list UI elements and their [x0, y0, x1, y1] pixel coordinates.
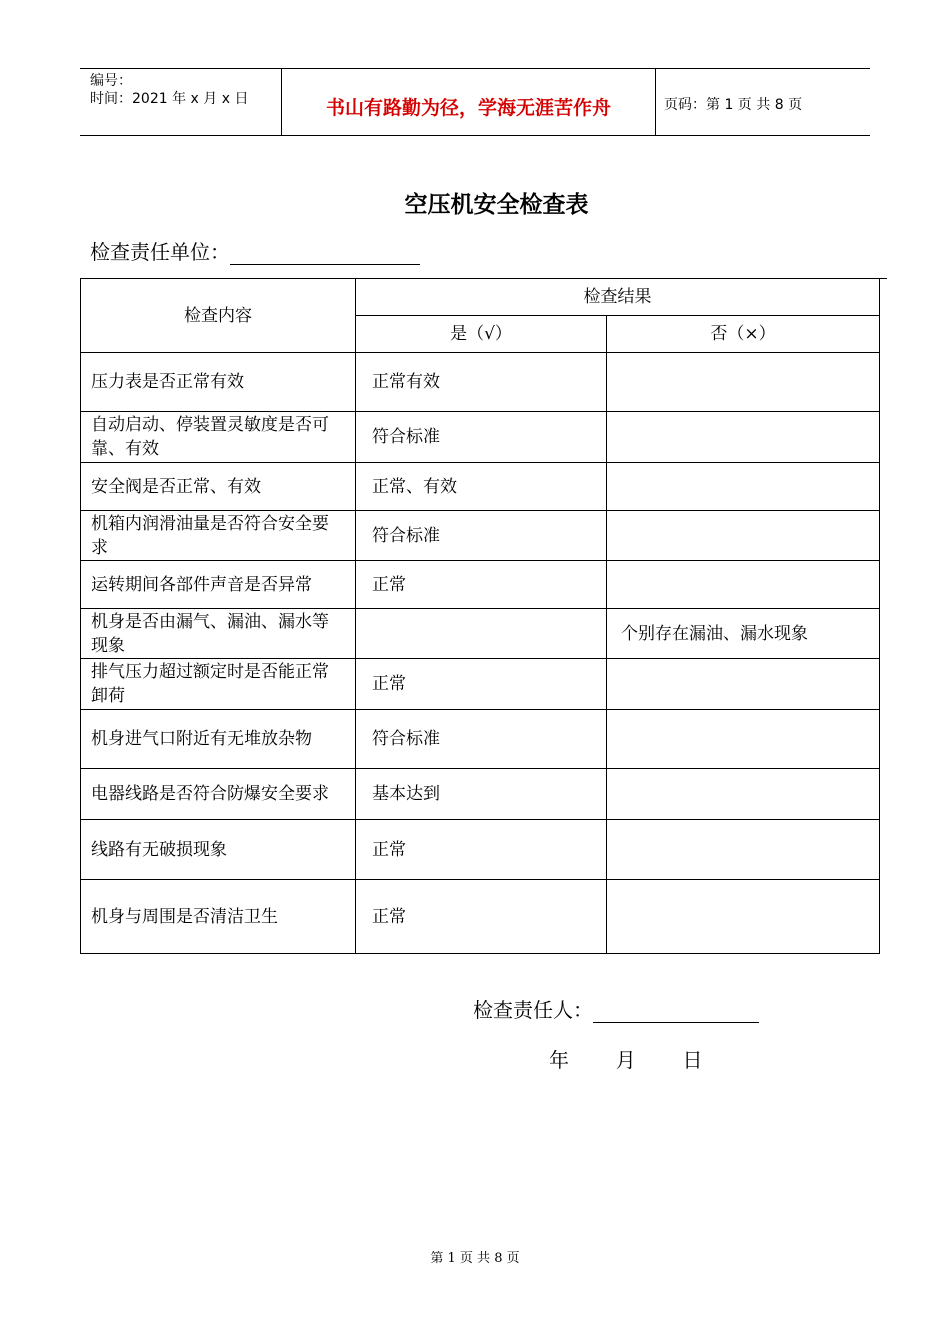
table-row	[81, 880, 880, 954]
check-item: 自动启动、停装置灵敏度是否可靠、有效	[81, 412, 356, 463]
result-yes-cell: 正常	[356, 820, 607, 880]
result-yes-cell: 正常	[356, 561, 607, 609]
page-footer: 第 1 页 共 8 页	[430, 1251, 520, 1266]
responsible-unit-field[interactable]	[230, 244, 420, 265]
inspector-signature	[473, 994, 759, 1023]
inspector-field[interactable]	[593, 1002, 759, 1023]
result-yes-cell: 符合标准	[356, 412, 607, 463]
header-top-rule	[80, 68, 870, 69]
table-row	[81, 463, 880, 511]
result-yes-cell: 正常有效	[356, 353, 607, 412]
date-day-label: 日	[682, 1048, 703, 1072]
check-item: 运转期间各部件声音是否异常	[81, 561, 356, 609]
table-row	[81, 561, 880, 609]
result-no-cell	[607, 463, 880, 511]
header-meta	[90, 72, 248, 108]
result-no-cell	[607, 659, 880, 710]
check-item: 机身与周围是否清洁卫生	[81, 880, 356, 954]
result-no-cell	[607, 769, 880, 820]
page-title: 空压机安全检查表	[404, 191, 589, 218]
result-yes-cell: 基本达到	[356, 769, 607, 820]
table-row	[81, 511, 880, 561]
result-no-cell: 个别存在漏油、漏水现象	[607, 609, 880, 659]
result-no-cell	[607, 511, 880, 561]
table-row	[81, 820, 880, 880]
document-time-label: 时间：2021 年 x 月 x 日	[90, 91, 249, 107]
header-motto: 书山有路勤为径，学海无涯苦作舟	[325, 97, 611, 119]
result-yes-cell: 正常	[356, 659, 607, 710]
check-item: 机箱内润滑油量是否符合安全要求	[81, 511, 356, 561]
result-yes-cell: 正常	[356, 880, 607, 954]
result-yes-cell	[356, 609, 607, 659]
table-row	[81, 659, 880, 710]
check-item: 安全阀是否正常、有效	[81, 463, 356, 511]
header-page-info: 页码：第 1 页 共 8 页	[664, 97, 803, 113]
header-divider	[655, 69, 656, 136]
table-row	[81, 769, 880, 820]
check-item: 电器线路是否符合防爆安全要求	[81, 769, 356, 820]
check-item: 机身进气口附近有无堆放杂物	[81, 710, 356, 769]
inspector-label: 检查责任人：	[473, 998, 593, 1022]
responsible-unit-label: 检查责任单位：	[90, 240, 230, 264]
table-row	[81, 353, 880, 412]
result-no-cell	[607, 820, 880, 880]
inspection-table	[80, 278, 880, 954]
table-row	[81, 710, 880, 769]
date-year-label: 年	[549, 1048, 569, 1072]
result-no-cell	[607, 353, 880, 412]
result-no-cell	[607, 561, 880, 609]
table-row	[81, 609, 880, 659]
sign-date	[549, 1044, 702, 1073]
check-item: 排气压力超过额定时是否能正常卸荷	[81, 659, 356, 710]
column-header-result: 检查结果	[356, 279, 880, 316]
result-no-cell	[607, 710, 880, 769]
column-header-no: 否（×）	[607, 316, 880, 353]
table-row	[81, 412, 880, 463]
result-no-cell	[607, 880, 880, 954]
header-bottom-rule	[80, 135, 870, 136]
result-yes-cell: 符合标准	[356, 511, 607, 561]
check-item: 线路有无破损现象	[81, 820, 356, 880]
responsible-unit	[90, 236, 420, 265]
column-header-content: 检查内容	[81, 279, 356, 353]
date-month-label: 月	[615, 1048, 636, 1072]
check-item: 压力表是否正常有效	[81, 353, 356, 412]
result-yes-cell: 符合标准	[356, 710, 607, 769]
table-edge	[879, 278, 887, 279]
column-header-yes: 是（√）	[356, 316, 607, 353]
result-no-cell	[607, 412, 880, 463]
document-number-label: 编号：	[90, 73, 132, 89]
check-item: 机身是否由漏气、漏油、漏水等现象	[81, 609, 356, 659]
result-yes-cell: 正常、有效	[356, 463, 607, 511]
